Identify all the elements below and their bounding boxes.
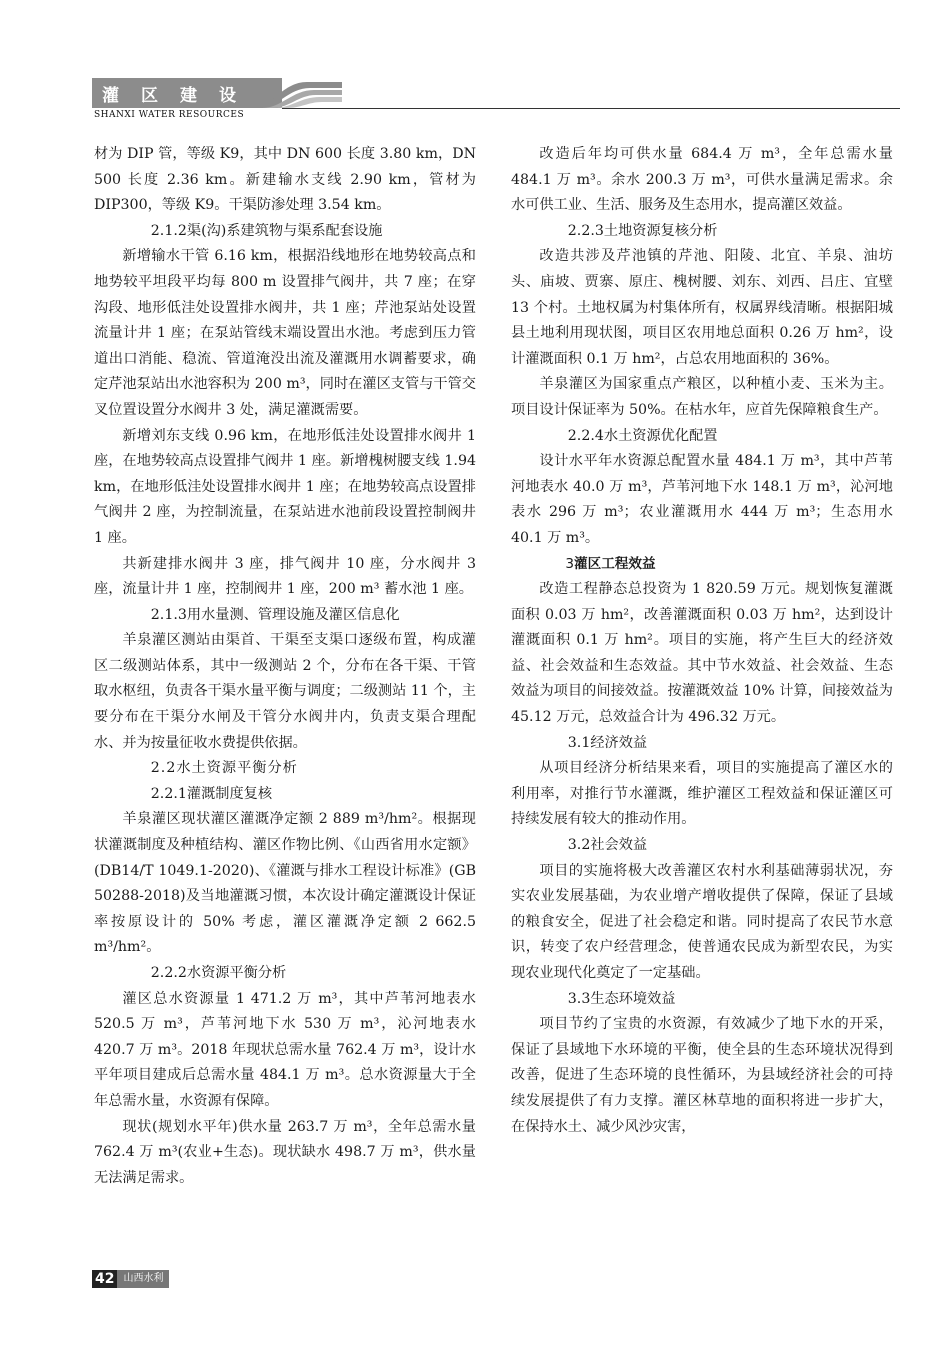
paragraph: 项目的实施将极大改善灌区农村水利基础薄弱状况，夯实农业发展基础，为农业增产增收提供了保障，保证了县域的粮食安全，促进了社会稳定和谐。同时提高了农民节水意识，转变了农户经营理念，使普通农民成为新型农民，为实现农业现代化奠定了一定基础。 bbox=[511, 862, 893, 981]
header-subtitle: SHANXI WATER RESOURCES bbox=[94, 110, 245, 120]
section-title: 用水量测、管理设施及灌区信息化 bbox=[186, 606, 400, 623]
journal-name: 山西水利 bbox=[117, 1270, 169, 1288]
section-number: 3.1 bbox=[567, 734, 591, 751]
header-title: 灌区建设 bbox=[102, 86, 258, 106]
section-heading bbox=[511, 219, 893, 245]
section-number: 3 bbox=[565, 555, 575, 572]
section-heading bbox=[94, 782, 476, 808]
section-title: 灌区工程效益 bbox=[574, 555, 656, 572]
section-heading bbox=[511, 424, 893, 450]
section-heading bbox=[511, 552, 893, 578]
section-title: 社会效益 bbox=[590, 837, 648, 854]
paragraph: 现状(规划水平年)供水量 263.7 万 m³，全年总需水量 762.4 万 m³(农业+生态)。现状缺水 498.7 万 m³，供水量无法满足需求。 bbox=[94, 1118, 476, 1186]
section-title: 水资源平衡分析 bbox=[186, 965, 287, 981]
paragraph: 羊泉灌区现状灌区灌溉净定额 2 889 m³/hm²。根据现状灌溉制度及种植结构、灌区作物比例、《山西省用水定额》(DB14/T 1049.1-2020)、《灌溉与排水工程设计标准》(GB 50288-2018)及当地灌溉习惯，本次设计确定灌溉设计保证率按原设计的 50% 考虑，灌区灌溉净定额 2 662.5 m³/hm²。 bbox=[94, 811, 476, 956]
paragraph: 从项目经济分析结果来看，项目的实施提高了灌区水的利用率，对推行节水灌溉，维护灌区工程效益和保证灌区可持续发展有较大的推动作用。 bbox=[511, 760, 893, 828]
section-title: 生态环境效益 bbox=[590, 990, 676, 1007]
paragraph: 共新建排水阀井 3 座，排气阀井 10 座，分水阀井 3 座，流量计井 1 座，控制阀井 1 座，200 m³ 蓄水池 1 座。 bbox=[94, 555, 476, 598]
section-title: 灌溉制度复核 bbox=[186, 785, 273, 802]
paragraph: 设计水平年水资源总配置水量 484.1 万 m³，其中芦苇河地表水 40.0 万 m³，芦苇河地下水 148.1 万 m³，沁河地表水 296 万 m³；农业灌溉用水 444 万 m³；生态用水 40.1 万 m³。 bbox=[511, 453, 893, 546]
wave-logo-icon bbox=[252, 78, 342, 108]
paragraph: 羊泉灌区测站由渠首、干渠至支渠口逐级布置，构成灌区二级测站体系，其中一级测站 2 个，分布在各干渠、干管取水枢纽，负责各干渠水量平衡与调度；二级测站 11 个，主要分布在干渠分水闸及干管分水阀井内，负责支渠合理配水、并为按量征收水费提供依据。 bbox=[94, 632, 476, 751]
section-title: 水土资源平衡分析 bbox=[176, 760, 298, 777]
section-title: 渠(沟)系建筑物与渠系配套设施 bbox=[186, 222, 383, 239]
paragraph: 灌区总水资源量 1 471.2 万 m³，其中芦苇河地表水520.5 万 m³，芦苇河地下水 530 万 m³，沁河地表水 420.7 万 m³。2018 年现状总需水量 762.4 万 m³，设计水平年项目建成后总需水量 484.1 万 m³。总水资源量大于全年总需水量，水资源有保障。 bbox=[94, 990, 476, 1109]
paragraph: 新增刘东支线 0.96 km，在地形低洼处设置排水阀井 1 座，在地势较高点设置排气阀井 1 座。新增槐树腰支线 1.94 km，在地形低洼处设置排水阀井 1 座；在地势较高点设置排气阀井 2 座，为控制流量，在泵站进水池前段设置控制阀井 1 座。 bbox=[94, 427, 476, 546]
section-heading bbox=[511, 987, 893, 1013]
page-footer bbox=[92, 1270, 169, 1288]
section-number: 2.1.2 bbox=[150, 222, 187, 239]
section-number: 3.3 bbox=[567, 990, 591, 1007]
section-number: 2.2.2 bbox=[150, 965, 187, 981]
section-heading bbox=[94, 756, 476, 782]
paragraph: 新增输水干管 6.16 km，根据沿线地形在地势较高点和地势较平坦段平均每 800 m 设置排气阀井，共 7 座；在穿沟段、地形低洼处设置排水阀井，共 1 座；芹池泵站处设置流量计井 1 座；在泵站管线末端设置出水池。考虑到压力管道出口消能、稳流、管道淹没出流及灌溉用水调蓄要求，确定芹池泵站出水池容积为 200 m³，同时在灌区支管与干管交叉位置设置分水阀井 3 处，满足灌溉需要。 bbox=[94, 248, 476, 418]
header-rule bbox=[282, 108, 900, 109]
section-number: 2.1.3 bbox=[150, 606, 187, 623]
section-heading bbox=[511, 833, 893, 859]
section-number: 3.2 bbox=[567, 837, 591, 854]
section-heading bbox=[94, 961, 476, 987]
section-heading bbox=[94, 603, 476, 629]
paragraph: 材为 DIP 管，等级 K9，其中 DN 600 长度 3.80 km，DN 500 长度 2.36 km。新建输水支线 2.90 km，管材为 DIP300，等级 K9。干渠防渗处理 3.54 km。 bbox=[94, 146, 476, 214]
running-header bbox=[92, 78, 900, 124]
left-column bbox=[94, 142, 476, 1191]
paragraph: 改造共涉及芹池镇的芹池、阳陵、北宜、羊泉、油坊头、庙坡、贾寨、原庄、槐树腰、刘东、刘西、吕庄、宜壁 13 个村。土地权属为村集体所有，权属界线清晰。根据阳城县土地利用现状图，项目区农用地总面积 0.26 万 hm²，设计灌溉面积 0.1 万 hm²，占总农用地面积的 36%。 bbox=[511, 248, 893, 367]
right-column bbox=[511, 142, 893, 1140]
page-number: 42 bbox=[92, 1270, 117, 1288]
section-title: 土地资源复核分析 bbox=[603, 222, 718, 239]
paragraph: 羊泉灌区为国家重点产粮区，以种植小麦、玉米为主。项目设计保证率为 50%。在枯水年，应首先保障粮食生产。 bbox=[511, 376, 893, 418]
paragraph: 项目节约了宝贵的水资源，有效减少了地下水的开采，保证了县域地下水环境的平衡，使全县的生态环境状况得到改善，促进了生态环境的良性循环，为县域经济社会的可持续发展提供了有力支撑。灌区林草地的面积将进一步扩大，在保持水土、减少风沙灾害， bbox=[511, 1016, 893, 1135]
section-title: 水土资源优化配置 bbox=[603, 427, 718, 444]
section-number: 2.2.1 bbox=[150, 785, 187, 802]
section-heading bbox=[94, 219, 476, 245]
section-title: 经济效益 bbox=[590, 734, 648, 751]
section-number: 2.2 bbox=[150, 760, 177, 777]
paragraph: 改造工程静态总投资为 1 820.59 万元。规划恢复灌溉面积 0.03 万 hm²，改善灌溉面积 0.03 万 hm²，达到设计灌溉面积 0.1 万 hm²。项目的实施，将产生巨大的经济效益、社会效益和生态效益。其中节水效益、社会效益、生态效益为项目的间接效益。按灌溉效益 10% 计算，间接效益为 45.12 万元，总效益合计为 496.32 万元。 bbox=[511, 581, 893, 726]
section-number: 2.2.3 bbox=[567, 222, 604, 239]
section-number: 2.2.4 bbox=[567, 427, 604, 444]
paragraph: 改造后年均可供水量 684.4 万 m³，全年总需水量 484.1 万 m³。余水 200.3 万 m³，可供水量满足需求。余水可供工业、生活、服务及生态用水，提高灌区效益。 bbox=[511, 146, 893, 214]
section-heading bbox=[511, 731, 893, 757]
